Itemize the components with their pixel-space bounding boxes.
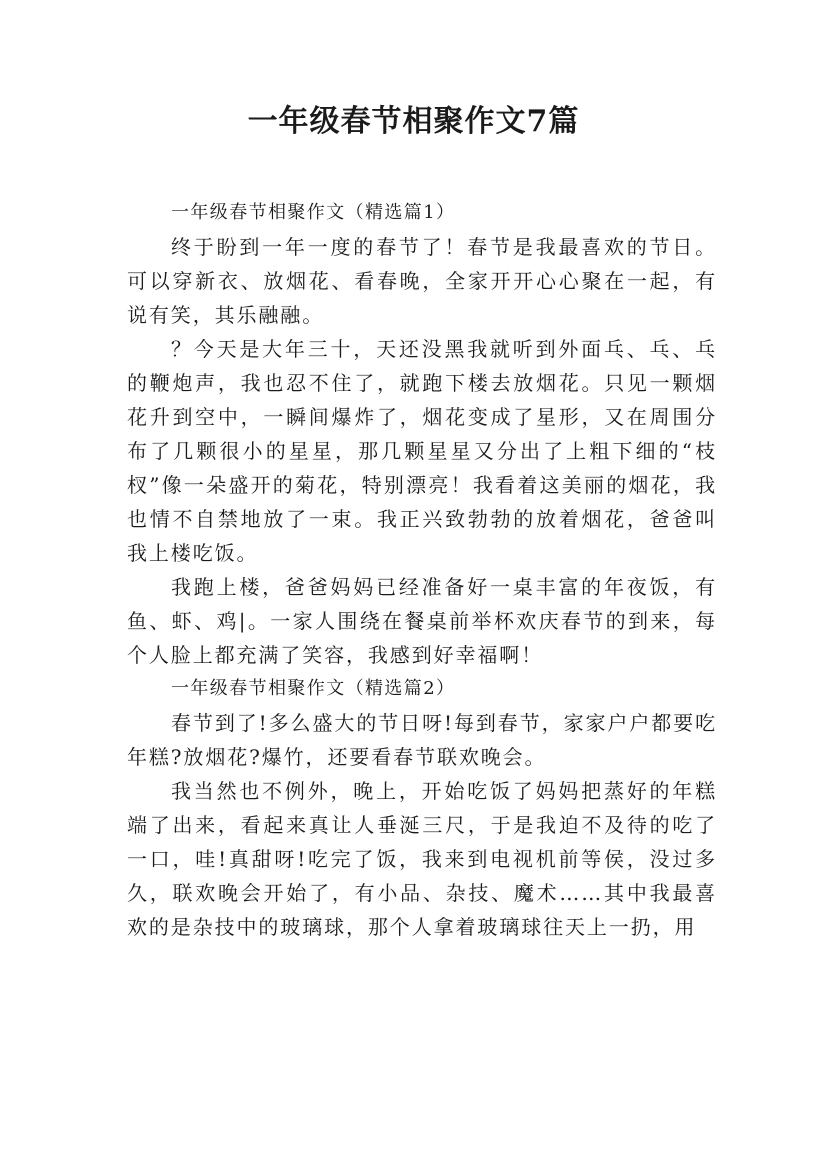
paragraph-1: 终于盼到一年一度的春节了！春节是我最喜欢的节日。可以穿新衣、放烟花、看春晚，全家开开心心聚在一起，有说有笑，其乐融融。	[127, 235, 717, 327]
document-body	[127, 196, 717, 944]
paragraph-2: ？今天是大年三十，天还没黑我就听到外面乓、乓、乓的鞭炮声，我也忍不住了，就跑下楼去放烟花。只见一颗烟花升到空中，一瞬间爆炸了，烟花变成了星形，又在周围分布了几颗很小的星星，那几颗星星又分出了上粗下细的“枝杈”像一朵盛开的菊花，特别漂亮！我看着这美丽的烟花，我也情不自禁地放了一束。我正兴致勃勃的放着烟花，爸爸叫我上楼吃饭。	[127, 337, 717, 565]
document-title: 一年级春节相聚作文7篇	[247, 104, 580, 139]
paragraph-5: 我当然也不例外，晚上，开始吃饭了妈妈把蒸好的年糕端了出来，看起来真让人垂涎三尺，于是我迫不及待的吃了一口，哇!真甜呀!吃完了饭，我来到电视机前等侯，没过多久，联欢晚会开始了，有小品、杂技、魔术……其中我最喜欢的是杂技中的玻璃球，那个人拿着玻璃球往天上一扔，用	[127, 779, 717, 939]
section-heading-1: 一年级春节相聚作文（精选篇1）	[171, 202, 456, 223]
paragraph-4: 春节到了!多么盛大的节日呀!每到春节，家家户户都要吃年糕?放烟花?爆竹，还要看春节联欢晚会。	[127, 711, 717, 769]
section-heading-2: 一年级春节相聚作文（精选篇2）	[171, 678, 456, 699]
paragraph-3: 我跑上楼，爸爸妈妈已经准备好一桌丰富的年夜饭，有鱼、虾、鸡|。一家人围绕在餐桌前举杯欢庆春节的到来，每个人脸上都充满了笑容，我感到好幸福啊！	[127, 575, 717, 667]
